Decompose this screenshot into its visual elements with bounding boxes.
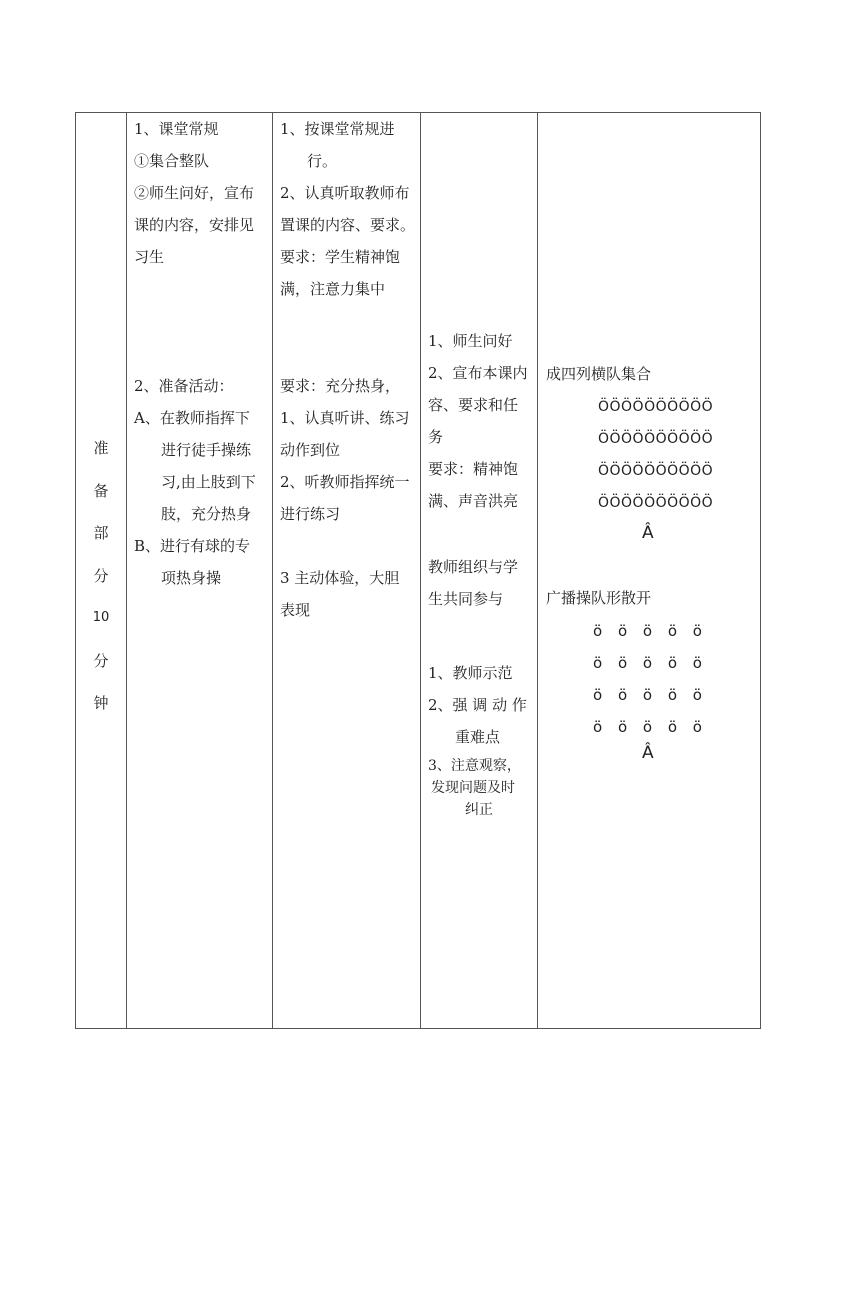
- content-line: 肢，充分热身: [161, 505, 252, 523]
- formation-row: ÖÖÖÖÖÖÖÖÖÖ: [598, 495, 714, 511]
- content-line: ②师生问好，宣布: [134, 184, 255, 202]
- student-line: 置课的内容、要求。: [280, 216, 416, 234]
- formation-row: ÖÖÖÖÖÖÖÖÖÖ: [598, 431, 714, 447]
- student-line: 2、听教师指挥统一: [280, 473, 410, 491]
- teacher-line: 2、强 调 动 作: [428, 696, 527, 714]
- student-line: 动作到位: [280, 441, 341, 459]
- teacher-line: 发现问题及时: [431, 780, 515, 796]
- content-line: 习生: [134, 248, 165, 266]
- content-line: 项热身操: [161, 569, 222, 587]
- formation-row: ö ö ö ö ö: [593, 686, 703, 704]
- student-line: 1、认真听讲、练习: [280, 409, 410, 427]
- student-line: 进行练习: [280, 505, 341, 523]
- section-char: 10: [92, 610, 110, 625]
- teacher-line: 要求：精神饱: [428, 460, 519, 478]
- content-line: A、在教师指挥下: [134, 409, 250, 427]
- teacher-line: 务: [428, 428, 444, 446]
- formation-title: 成四列横队集合: [546, 365, 652, 383]
- section-char: 准: [93, 439, 109, 457]
- student-line: 行。: [307, 152, 338, 170]
- content-line: 课的内容，安排见: [134, 216, 255, 234]
- student-line: 2、认真听取教师布: [280, 184, 410, 202]
- content-line: B、进行有球的专: [134, 537, 251, 555]
- teacher-line: 2、宣布本课内: [428, 364, 528, 382]
- student-column: [272, 113, 420, 1028]
- content-line: ①集合整队: [134, 152, 210, 170]
- section-column: [76, 113, 126, 1028]
- student-line: 3 主动体验，大胆: [280, 569, 400, 587]
- student-line: 要求：充分热身，: [280, 377, 401, 395]
- teacher-line: 重难点: [455, 728, 501, 746]
- teacher-line: 满、声音洪亮: [428, 492, 519, 510]
- teacher-line: 1、师生问好: [428, 332, 513, 350]
- formation-row: ö ö ö ö ö: [593, 622, 703, 640]
- teacher-marker-icon: Â: [642, 743, 654, 763]
- section-char: 备: [93, 481, 109, 500]
- section-char: 钟: [93, 694, 109, 712]
- student-line: 表现: [280, 601, 311, 619]
- lesson-plan-table: [75, 112, 761, 1029]
- teacher-line: 1、教师示范: [428, 664, 513, 682]
- student-line: 1、按课堂常规进: [280, 120, 395, 138]
- organization-column: [537, 113, 761, 1028]
- content-column: [126, 113, 272, 1028]
- content-line: 习,由上肢到下: [161, 473, 256, 491]
- teacher-column: [420, 113, 537, 1028]
- formation-row: ö ö ö ö ö: [593, 654, 703, 672]
- student-line: 要求：学生精神饱: [280, 248, 401, 266]
- teacher-marker-icon: Â: [642, 523, 654, 543]
- content-line: 2、准备活动：: [134, 377, 234, 395]
- content-line: 进行徒手操练: [161, 441, 252, 459]
- formation-row: ö ö ö ö ö: [593, 718, 703, 736]
- section-char: 部: [93, 524, 109, 542]
- teacher-line: 3、注意观察，: [428, 758, 521, 774]
- teacher-line: 生共同参与: [428, 590, 504, 608]
- formation-row: ÖÖÖÖÖÖÖÖÖÖ: [598, 463, 714, 479]
- section-char: 分: [93, 651, 109, 670]
- formation-row: ÖÖÖÖÖÖÖÖÖÖ: [598, 399, 714, 415]
- formation-title: 广播操队形散开: [546, 589, 652, 607]
- student-line: 满，注意力集中: [280, 280, 386, 298]
- section-char: 分: [93, 566, 109, 585]
- content-line: 1、课堂常规: [134, 120, 219, 138]
- teacher-line: 纠正: [465, 802, 493, 818]
- teacher-line: 容、要求和任: [428, 396, 519, 414]
- section-label: [76, 427, 126, 725]
- teacher-line: 教师组织与学: [428, 558, 519, 576]
